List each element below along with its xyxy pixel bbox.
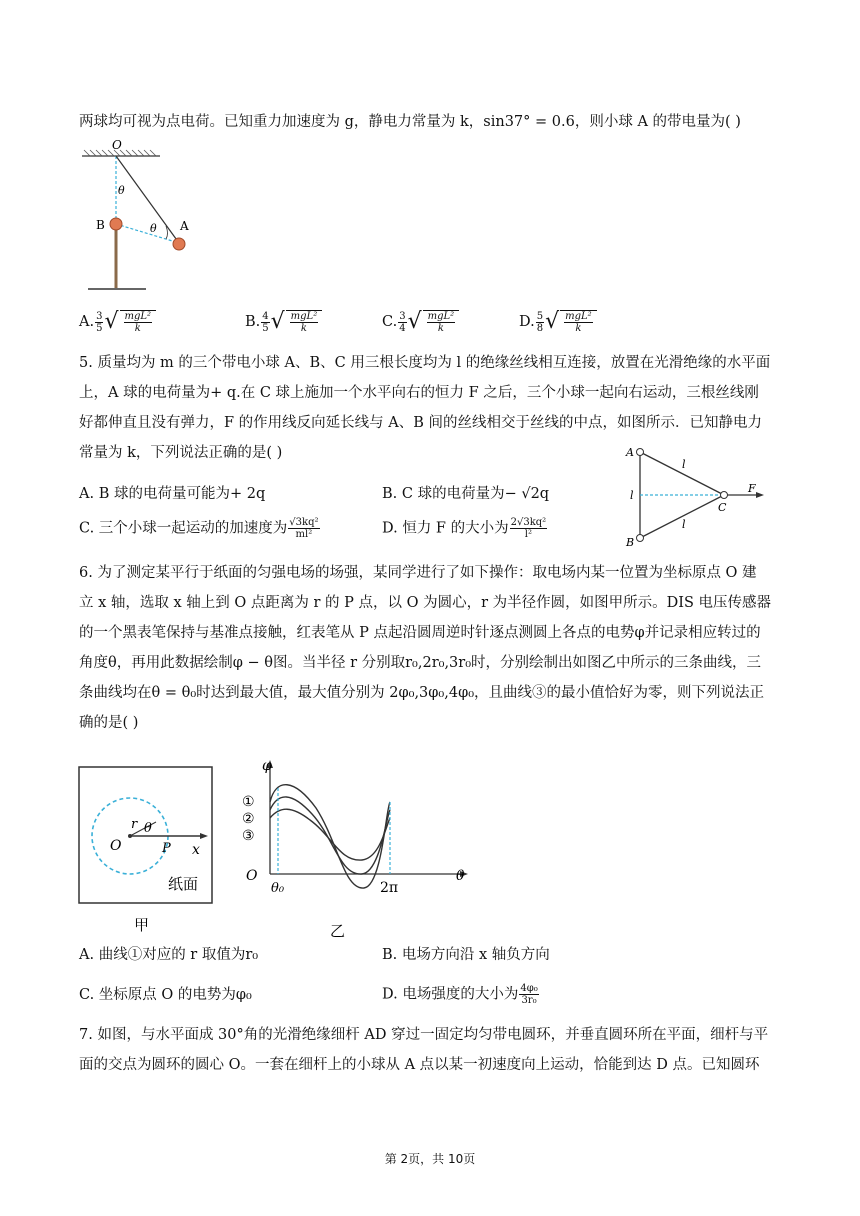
- q7-text-line: 7. 如图，与水平面成 30°角的光滑绝缘细杆 AD 穿过一固定均匀带电圆环，并垂直圆环所在平面，细杆与平: [79, 1027, 769, 1043]
- label-O: O: [246, 868, 258, 884]
- label-theta-a: θ: [150, 222, 157, 235]
- label-x: x: [192, 842, 200, 858]
- label-F: F: [748, 482, 756, 495]
- q6-text-line: 条曲线均在θ = θ₀时达到最大值，最大值分别为 2φ₀,3φ₀,4φ₀，且曲线③的最小值恰好为零，则下列说法正: [79, 685, 765, 701]
- q7-text-line: 面的交点为圆环的圆心 O。一套在细杆上的小球从 A 点以某一初速度向上运动，恰能到达 D 点。已知圆环: [79, 1057, 760, 1073]
- q5-option-b[interactable]: B. C 球的电荷量为− √2q: [382, 486, 550, 502]
- q6-text-line: 的一个黑表笔保持与基准点接触，红表笔从 P 点起沿圆周逆时针逐点测圆上各点的电势φ并记录相应转过的: [79, 625, 761, 641]
- q5-option-d[interactable]: D. 恒力 F 的大小为 $\frac{\text{2√3kq²}}{\text{l²}}$: [382, 517, 547, 540]
- label-l-bot: l: [682, 518, 686, 531]
- label-theta: θ: [456, 868, 465, 884]
- q4-option-d[interactable]: D. $\frac{5}{8}$ √ $\frac{\text{mgL²}}{k}$: [519, 310, 597, 334]
- label-O: O: [112, 138, 122, 152]
- q6-text-line: 角度θ，再用此数据绘制φ − θ图。当半径 r 分别取r₀,2r₀,3r₀时，分别绘制出如图乙中所示的三条曲线，三: [79, 655, 762, 671]
- label-r: r: [131, 817, 138, 832]
- q6-figure-yi: [240, 756, 480, 942]
- label-A: A: [180, 219, 189, 233]
- label-theta: θ: [144, 821, 152, 836]
- q6-figure-jia: [76, 764, 221, 939]
- q6-text-line: 确的是( ): [79, 715, 139, 731]
- label-theta0: θ₀: [271, 881, 285, 896]
- q6-option-c[interactable]: C. 坐标原点 O 的电势为φ₀: [79, 987, 252, 1003]
- caption-jia: 甲: [134, 916, 150, 934]
- q5-text-line: 好都伸直且没有弹力，F 的作用线反向延长线与 A、B 间的丝线相交于丝线的中点，如图所示．已知静电力: [79, 415, 763, 431]
- label-curve-1: ①: [242, 794, 255, 810]
- q5-option-a[interactable]: A. B 球的电荷量可能为+ 2q: [79, 486, 266, 502]
- label-2pi: 2π: [380, 880, 399, 896]
- q6-option-d[interactable]: D. 电场强度的大小为 $\frac{\text{4φ₀}}{\text{3r₀}}$: [382, 983, 538, 1006]
- label-curve-2: ②: [242, 811, 255, 827]
- q5-text-line: 上，A 球的电荷量为+ q.在 C 球上施加一个水平向右的恒力 F 之后，三个小球一起向右运动，三根丝线刚: [79, 385, 759, 401]
- q4-text-line: 两球均可视为点电荷。已知重力加速度为 g，静电力常量为 k，sin37° = 0.6，则小球 A 的带电量为( ): [79, 114, 741, 130]
- label-B: B: [626, 536, 635, 549]
- label-curve-3: ③: [242, 828, 255, 844]
- label-l-top: l: [682, 458, 686, 471]
- label-P: P: [162, 841, 171, 856]
- caption-yi: 乙: [330, 922, 346, 940]
- q6-text-line: 立 x 轴，选取 x 轴上到 O 点距离为 r 的 P 点，以 O 为圆心，r 为半径作圆，如图甲所示。DIS 电压传感器: [79, 595, 772, 611]
- q4-option-a[interactable]: A. $\frac{3}{5}$ √ $\frac{\text{mgL²}}{k}$: [79, 310, 156, 334]
- label-paper: 纸面: [168, 875, 199, 893]
- q5-text-line: 5. 质量均为 m 的三个带电小球 A、B、C 用三根长度均为 l 的绝缘丝线相互连接，放置在光滑绝缘的水平面: [79, 355, 771, 371]
- q4-pendulum-figure: [76, 138, 206, 293]
- q4-option-c[interactable]: C. $\frac{3}{4}$ √ $\frac{\text{mgL²}}{k}$: [382, 310, 459, 334]
- q5-text-line: 常量为 k，下列说法正确的是( ): [79, 445, 283, 461]
- page-footer: 第 2页，共 10页: [384, 1152, 476, 1166]
- label-O: O: [110, 838, 122, 854]
- q4-option-b[interactable]: B. $\frac{4}{5}$ √ $\frac{\text{mgL²}}{k}$: [245, 310, 322, 334]
- label-A: A: [626, 446, 634, 459]
- q6-text-line: 6. 为了测定某平行于纸面的匀强电场的场强，某同学进行了如下操作：取电场内某一位置为坐标原点 O 建: [79, 565, 757, 581]
- label-C: C: [718, 501, 727, 514]
- q6-option-a[interactable]: A. 曲线①对应的 r 取值为r₀: [79, 947, 259, 963]
- q5-triangle-figure: [620, 440, 770, 550]
- q6-option-b[interactable]: B. 电场方向沿 x 轴负方向: [382, 947, 550, 963]
- label-B: B: [96, 218, 105, 232]
- q5-option-c[interactable]: C. 三个小球一起运动的加速度为 $\frac{\text{√3kq²}}{\text{ml²}}$: [79, 517, 319, 540]
- label-theta-top: θ: [118, 184, 125, 197]
- label-phi: φ: [262, 758, 272, 774]
- label-l-mid: l: [630, 489, 634, 502]
